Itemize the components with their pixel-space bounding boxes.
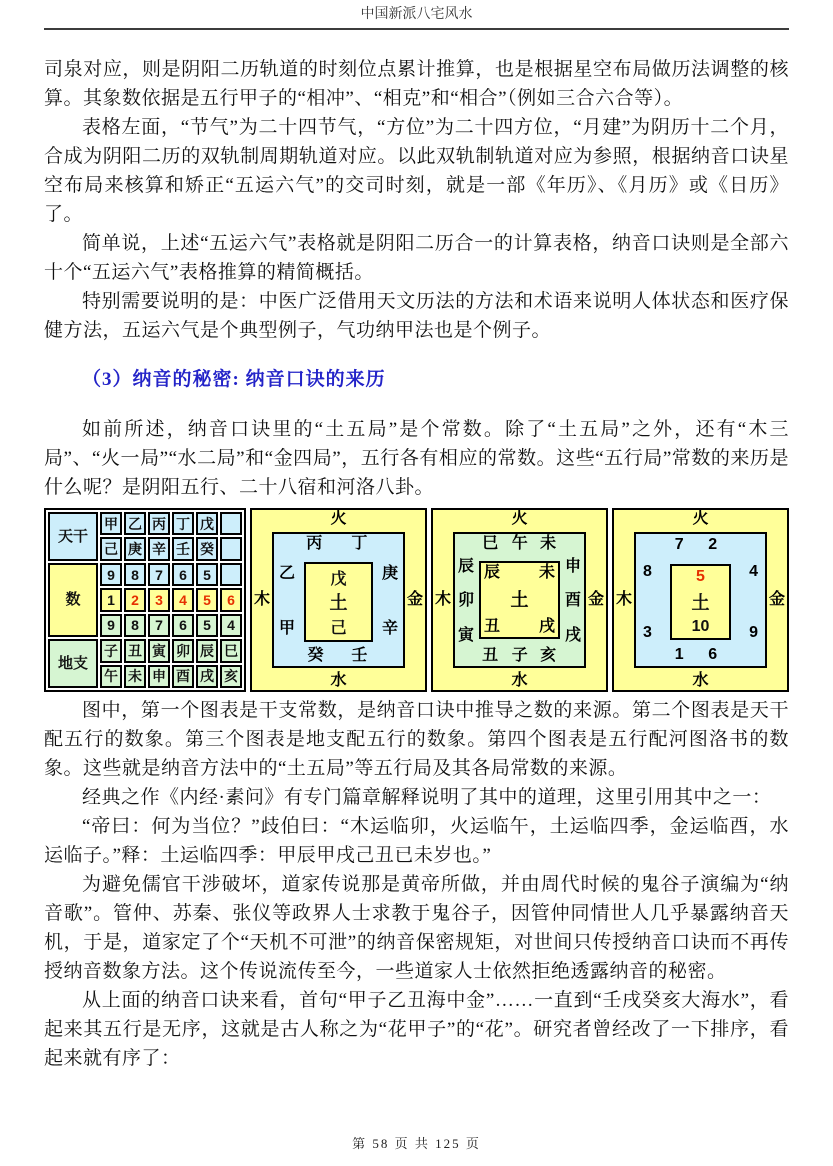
- ganzhi-constant-table: [44, 508, 246, 692]
- page-header: [44, 6, 789, 30]
- element-fire-label: 火: [511, 510, 528, 527]
- cell: [220, 537, 242, 560]
- branch-char: 未: [538, 564, 555, 581]
- row-label-shu: 数: [48, 563, 98, 637]
- element-water-label: 水: [330, 672, 347, 689]
- branch-char: 未: [540, 535, 557, 552]
- cell: 8: [124, 614, 146, 637]
- cell: 戌: [196, 665, 218, 688]
- branch-char: 子: [511, 647, 528, 664]
- number: 6: [708, 646, 718, 663]
- cell: 5: [196, 614, 218, 637]
- stem-char: 庚: [381, 564, 398, 582]
- cell: 庚: [124, 537, 146, 560]
- cell: 戊: [196, 512, 218, 535]
- cell: 丑: [124, 639, 146, 662]
- element-metal-label: 金: [768, 591, 785, 608]
- stem-char: 壬: [351, 647, 368, 664]
- cell: 2: [124, 588, 146, 611]
- section-heading: （3）纳音的秘密: 纳音口诀的来历: [82, 369, 386, 390]
- cell: 9: [100, 614, 122, 637]
- number: 2: [708, 536, 718, 553]
- cell: 5: [196, 563, 218, 586]
- element-wood-label: 木: [435, 591, 452, 608]
- page-body: [44, 55, 789, 1073]
- stem-char: 丙: [306, 535, 323, 552]
- cell: 亥: [220, 665, 242, 688]
- paragraph-4: 特别需要说明的是：中医广泛借用天文历法的方法和术语来说明人体状态和医疗保健方法，五运六气是个典型例子，气功纳甲法也是个例子。: [44, 291, 789, 341]
- cell: 寅: [148, 639, 170, 662]
- earth-core: [479, 561, 560, 639]
- element-wood-label: 木: [616, 591, 633, 608]
- cell: 己: [100, 537, 122, 560]
- cell: 8: [124, 563, 146, 586]
- paragraph-1: 司泉对应，则是阴阳二历轨道的时刻位点累计推算，也是根据星空布局做历法调整的核算。其象数依据是五行甲子的“相冲”、“相克”和“相合”（例如三合六合等）。: [44, 59, 789, 109]
- cell: 5: [196, 588, 218, 611]
- cell: 卯: [172, 639, 194, 662]
- cell: 丙: [148, 512, 170, 535]
- cell: 申: [148, 665, 170, 688]
- row-label-tiangan: 天干: [48, 512, 98, 561]
- paragraph-3: 简单说，上述“五运六气”表格就是阴阳二历合一的计算表格，纳音口诀则是全部六十个“五运六气”表格推算的精简概括。: [44, 233, 789, 283]
- element-fire-label: 火: [692, 510, 709, 527]
- branch-char: 寅: [458, 626, 475, 644]
- cell: 甲: [100, 512, 122, 535]
- stem-char: 癸: [307, 647, 324, 664]
- cell: [220, 563, 242, 586]
- branch-char: 申: [564, 558, 581, 576]
- earth-label: 土: [691, 593, 710, 613]
- number: 5: [696, 568, 705, 585]
- earth-core: [670, 564, 731, 640]
- branches-ring: [453, 532, 586, 668]
- cell: 癸: [196, 537, 218, 560]
- cell: 4: [220, 614, 242, 637]
- stem-char: 甲: [279, 619, 296, 637]
- cell: 6: [172, 614, 194, 637]
- cell: 壬: [172, 537, 194, 560]
- cell: 辛: [148, 537, 170, 560]
- cell: 丁: [172, 512, 194, 535]
- stem-char: 戊: [330, 571, 347, 588]
- branch-char: 辰: [484, 564, 501, 581]
- stem-char: 己: [330, 620, 347, 637]
- paragraph-6: 图中，第一个图表是干支常数，是纳音口诀中推导之数的来源。第二个图表是天干配五行的数象。第三个图表是地支配五行的数象。第四个图表是五行配河图洛书的数象。这些就是纳音方法中的“土五局”等五行局及其各局常数的来源。: [44, 700, 789, 779]
- cell: 4: [172, 588, 194, 611]
- cell: 9: [100, 563, 122, 586]
- cell: 午: [100, 665, 122, 688]
- cell: 1: [100, 588, 122, 611]
- branch-char: 丑: [484, 618, 501, 635]
- element-metal-label: 金: [406, 591, 423, 608]
- five-elements-diagrams: [44, 508, 789, 692]
- paragraph-10: 从上面的纳音口诀来看，首句“甲子乙丑海中金”……一直到“壬戌癸亥大海水”，看起来其五行是无序，这就是古人称之为“花甲子”的“花”。研究者曾经改了一下排序，看起来就有序了：: [44, 990, 789, 1069]
- cell: 辰: [196, 639, 218, 662]
- hetu-ring: [634, 532, 767, 668]
- branch-char: 丑: [482, 647, 499, 664]
- branch-char: 戌: [538, 618, 555, 635]
- paragraph-9: 为避免儒官干涉破坏，道家传说那是黄帝所做，并由周代时候的鬼谷子演编为“纳音歌”。管仲、苏秦、张仪等政界人士求教于鬼谷子，因管仲同情世人几乎暴露纳音天机，于是，道家定了个“天机不可泄”的纳音保密规矩，对世间只传授纳音口诀而不再传授纳音数象方法。这个传说流传至今，一些道家人士依然拒绝透露纳音的秘密。: [44, 874, 789, 982]
- element-water-label: 水: [692, 672, 709, 689]
- number: 3: [643, 623, 652, 641]
- cell: 7: [148, 563, 170, 586]
- branches-five-elements-panel: [431, 508, 608, 692]
- cell: 3: [148, 588, 170, 611]
- earth-label: 土: [329, 593, 348, 613]
- cell: 乙: [124, 512, 146, 535]
- header-title: 中国新派八宅风水: [360, 7, 473, 22]
- element-metal-label: 金: [587, 591, 604, 608]
- row-label-dizhi: 地支: [48, 639, 98, 688]
- branch-char: 酉: [564, 592, 581, 610]
- stems-five-elements-panel: [250, 508, 427, 692]
- earth-core: [304, 562, 373, 642]
- number: 1: [674, 646, 684, 663]
- element-wood-label: 木: [254, 591, 271, 608]
- number: 8: [643, 563, 652, 581]
- paragraph-7: 经典之作《内经·素问》有专门篇章解释说明了其中的道理，这里引用其中之一：: [82, 787, 772, 808]
- cell: 6: [172, 563, 194, 586]
- branch-char: 卯: [458, 592, 475, 610]
- number: 4: [749, 563, 758, 581]
- stems-ring: [272, 532, 405, 668]
- earth-label: 土: [510, 590, 529, 610]
- paragraph-2: 表格左面，“节气”为二十四节气，“方位”为二十四方位，“月建”为阴历十二个月，合成为阴阳二历的双轨制周期轨道对应。以此双轨制轨道对应为参照，根据纳音口诀星空布局来核算和矫正“五运六气”的交司时刻，就是一部《年历》、《月历》或《日历》了。: [44, 117, 789, 225]
- element-water-label: 水: [511, 672, 528, 689]
- branch-char: 亥: [540, 647, 557, 664]
- paragraph-5: 如前所述，纳音口诀里的“土五局”是个常数。除了“土五局”之外，还有“木三局”、“火一局”“水二局”和“金四局”，五行各有相应的常数。这些“五行局”常数的来历是什么呢？是阴阳五行、二十八宿和河洛八卦。: [44, 419, 789, 498]
- cell: 酉: [172, 665, 194, 688]
- cell: [220, 512, 242, 535]
- page-footer: 第 58 页 共 125 页: [352, 1136, 481, 1151]
- cell: 7: [148, 614, 170, 637]
- number: 7: [674, 536, 684, 553]
- stem-char: 辛: [381, 619, 398, 637]
- cell: 未: [124, 665, 146, 688]
- stem-char: 丁: [351, 535, 368, 552]
- cell: 子: [100, 639, 122, 662]
- branch-char: 巳: [482, 535, 499, 552]
- branch-char: 戌: [564, 626, 581, 644]
- paragraph-8: “帝曰：何为当位？”歧伯曰：“木运临卯，火运临午，土运临四季，金运临酉，水运临子。”释：土运临四季：甲辰甲戌己丑已未岁也。”: [44, 816, 789, 866]
- number: 10: [691, 618, 710, 635]
- hetu-numbers-panel: [612, 508, 789, 692]
- cell: 6: [220, 588, 242, 611]
- number: 9: [749, 623, 758, 641]
- branch-char: 辰: [458, 558, 475, 576]
- stem-char: 乙: [279, 564, 296, 582]
- branch-char: 午: [511, 535, 528, 552]
- cell: 巳: [220, 639, 242, 662]
- element-fire-label: 火: [330, 510, 347, 527]
